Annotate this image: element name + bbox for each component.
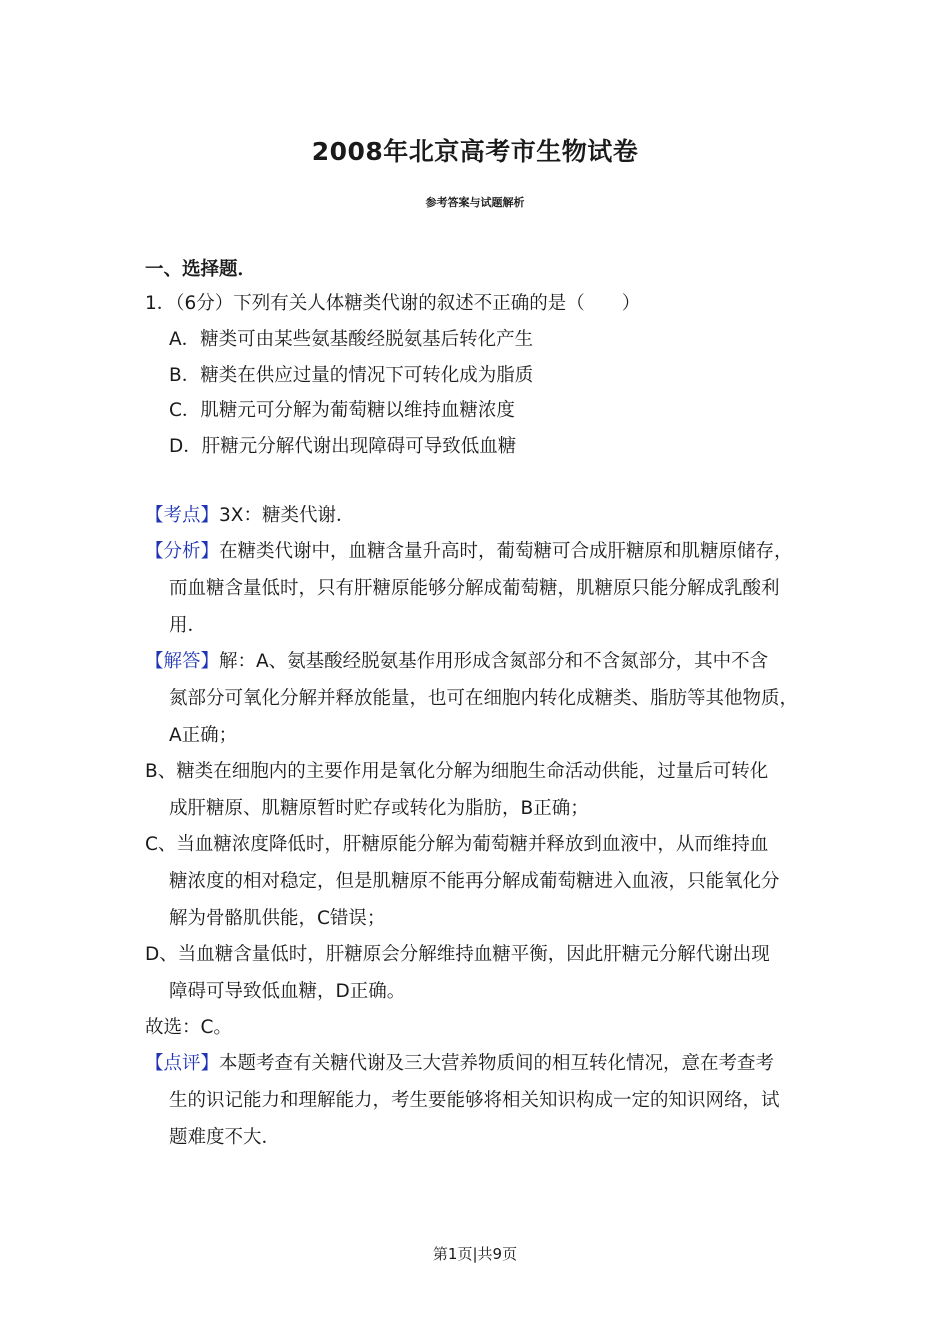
kaodian-row	[145, 504, 354, 528]
option-a: A．糖类可由某些氨基酸经脱氨基后转化产生	[169, 329, 534, 350]
section-heading: 一、选择题．	[145, 259, 257, 280]
fenxi-line: 用．	[169, 615, 207, 636]
fenxi-line: 而血糖含量低时，只有肝糖原能够分解成葡萄糖，肌糖原只能分解成乳酸利	[169, 578, 780, 599]
fenxi-line: 在糖类代谢中，血糖含量升高时，葡萄糖可合成肝糖原和肌糖原储存，	[219, 541, 793, 562]
jieda-line: 解：A、氨基酸经脱氨基作用形成含氮部分和不含氮部分，其中不含	[219, 651, 769, 672]
fenxi-row	[145, 540, 793, 564]
jieda-c-line: 解为骨骼肌供能，C错误；	[169, 908, 386, 929]
jieda-line: 氮部分可氧化分解并释放能量，也可在细胞内转化成糖类、脂肪等其他物质，	[169, 688, 799, 709]
option-d: D．肝糖元分解代谢出现障碍可导致低血糖	[169, 436, 517, 457]
jieda-line: A正确；	[169, 725, 238, 746]
kaodian-tag: 【考点】	[145, 505, 220, 526]
dianping-line: 题难度不大．	[169, 1127, 281, 1148]
jieda-d-line: 障碍可导致低血糖，D正确。	[169, 981, 406, 1002]
jieda-tag: 【解答】	[145, 651, 220, 672]
question-stem: 1．（6分）下列有关人体糖类代谢的叙述不正确的是（ ）	[145, 293, 641, 314]
jieda-c-line: 糖浓度的相对稳定，但是肌糖原不能再分解成葡萄糖进入血液，只能氧化分	[169, 871, 780, 892]
page-footer: 第1页|共9页	[432, 1245, 518, 1263]
option-b: B．糖类在供应过量的情况下可转化成为脂质	[169, 365, 534, 386]
option-c: C．肌糖元可分解为葡萄糖以维持血糖浓度	[169, 400, 515, 421]
jieda-b-line: 成肝糖原、肌糖原暂时贮存或转化为脂肪，B正确；	[169, 798, 589, 819]
dianping-row	[145, 1052, 774, 1076]
page-subtitle: 参考答案与试题解析	[425, 196, 525, 209]
jieda-row	[145, 650, 768, 674]
dianping-line: 生的识记能力和理解能力，考生要能够将相关知识构成一定的知识网络，试	[169, 1090, 780, 1111]
fenxi-tag: 【分析】	[145, 541, 220, 562]
dianping-tag: 【点评】	[145, 1053, 220, 1074]
answer-line: 故选：C。	[145, 1017, 232, 1038]
page-title: 2008年北京高考市生物试卷	[311, 137, 639, 166]
jieda-d-line: D、当血糖含量低时，肝糖原会分解维持血糖平衡，因此肝糖元分解代谢出现	[145, 944, 770, 965]
jieda-b-line: B、糖类在细胞内的主要作用是氧化分解为细胞生命活动供能，过量后可转化	[145, 761, 769, 782]
dianping-line: 本题考查有关糖代谢及三大营养物质间的相互转化情况，意在考查考	[219, 1053, 775, 1074]
kaodian-text: 3X：糖类代谢．	[219, 505, 355, 526]
jieda-c-line: C、当血糖浓度降低时，肝糖原能分解为葡萄糖并释放到血液中，从而维持血	[145, 834, 769, 855]
